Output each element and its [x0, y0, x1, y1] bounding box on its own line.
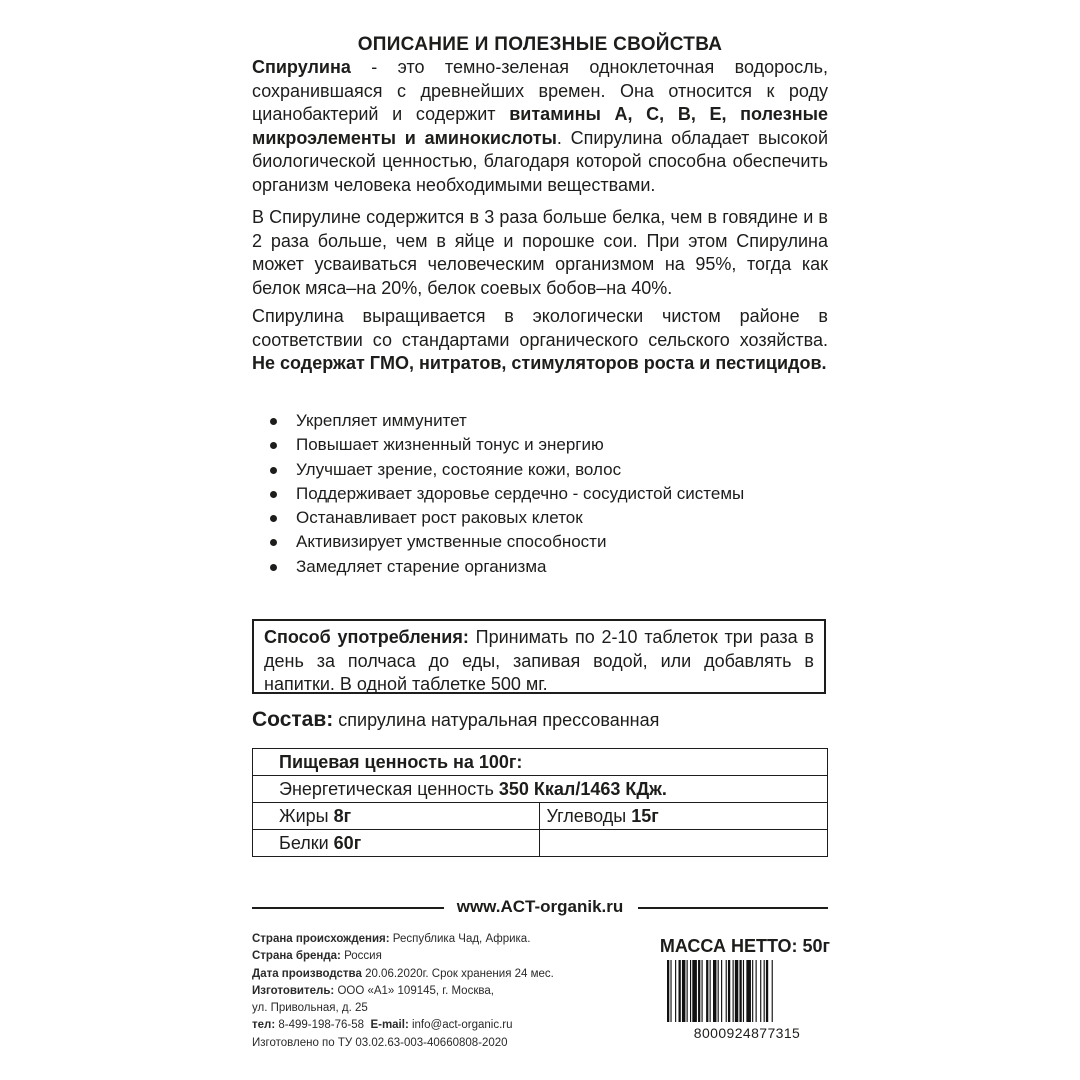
empty-cell: [540, 830, 828, 857]
fat-label: Жиры: [279, 805, 334, 826]
benefit-item: Поддерживает здоровье сердечно - сосудистой системы: [270, 482, 830, 506]
energy-cell: [253, 776, 828, 803]
barcode-bar: [728, 960, 730, 1022]
barcode-bar: [764, 960, 765, 1022]
brand-value: Россия: [340, 950, 382, 963]
nutrition-table: [252, 748, 828, 857]
barcode-bar: [766, 960, 768, 1022]
cultivation-paragraph: [252, 305, 828, 376]
composition-text: спирулина натуральная прессованная: [333, 710, 660, 730]
barcode-bar: [760, 960, 761, 1022]
page-title: ОПИСАНИЕ И ПОЛЕЗНЫЕ СВОЙСТВА: [357, 34, 723, 55]
barcode-bar: [667, 960, 669, 1022]
barcode-bar: [721, 960, 722, 1022]
benefit-item: Замедляет старение организма: [270, 555, 830, 579]
net-weight: МАССА НЕТТО: 50г: [659, 936, 830, 956]
barcode-bar: [772, 960, 773, 1022]
barcode-bar: [687, 960, 688, 1022]
barcode-bar: [679, 960, 681, 1022]
composition-label: Состав:: [252, 708, 334, 731]
benefit-item: Активизирует умственные способности: [270, 530, 830, 554]
benefits-list: [270, 409, 830, 579]
barcode-bar: [735, 960, 738, 1022]
maker-label: Изготовитель:: [252, 984, 335, 997]
carbs-label: Углеводы: [546, 805, 632, 826]
nutrition-header: Пищевая ценность на 100г:: [253, 749, 828, 776]
protein-paragraph: В Спирулине содержится в 3 раза больше белка, чем в говядине и в 2 раза больше, чем в яйце и порошке сои. При этом Спирулина может усваиваться человеческим организмом на 95%, тогда как белок мяса–на 20%, белок соевых бобов–на 40%.: [252, 207, 828, 298]
date-value: 20.06.2020г. Срок хранения 24 мес.: [361, 967, 554, 980]
protein-value: 60г: [333, 832, 362, 853]
barcode-bar: [746, 960, 751, 1022]
phone-value: 8-499-198-76-58: [275, 1019, 365, 1032]
usage-box: [252, 619, 826, 694]
brand-line: [252, 948, 632, 965]
barcode-bar: [706, 960, 708, 1022]
barcode-bar: [726, 960, 727, 1022]
phone-label: тел:: [252, 1019, 276, 1032]
nutrition-row: [253, 830, 828, 857]
protein-cell: [253, 830, 540, 857]
nutrition-energy-row: [253, 776, 828, 803]
barcode-bar: [710, 960, 711, 1022]
barcode-bar: [670, 960, 671, 1022]
barcode-bar: [733, 960, 734, 1022]
country-value: Республика Чад, Африка.: [389, 933, 531, 945]
carbs-cell: [540, 803, 828, 830]
carbs-value: 15г: [631, 805, 659, 826]
barcode-bar: [718, 960, 719, 1022]
email-value: info@act-organic.ru: [408, 1019, 513, 1032]
benefit-item: Улучшает зрение, состояние кожи, волос: [270, 458, 830, 482]
barcode-bar: [698, 960, 700, 1022]
brand-label: Страна бренда:: [252, 950, 341, 963]
no-gmo-bold: Не содержат ГМО, нитратов, стимуляторов роста и пестицидов.: [252, 353, 827, 374]
date-label: Дата производства: [252, 967, 362, 980]
description-paragraph: [252, 56, 828, 198]
benefit-item: Укрепляет иммунитет: [270, 409, 830, 433]
cultivation-text: Спирулина выращивается в экологически чистом районе в соответствии со стандартами органического сельского хозяйства.: [252, 306, 828, 350]
contact-line: [252, 1017, 632, 1034]
barcode-bar: [756, 960, 757, 1022]
tu-line: Изготовлено по ТУ 03.02.63-003-40660808-2020: [252, 1036, 508, 1049]
barcode-bar: [675, 960, 676, 1022]
spirulina-bold: Спирулина: [252, 57, 351, 77]
protein-label: Белки: [279, 832, 334, 853]
composition: [252, 708, 659, 732]
barcode-bar: [713, 960, 716, 1022]
barcode-bar: [743, 960, 744, 1022]
address-line: ул. Привольная, д. 25: [252, 1002, 368, 1015]
maker-line: [252, 983, 632, 1000]
barcode-bar: [690, 960, 691, 1022]
fat-value: 8г: [333, 805, 352, 826]
energy-value: 350 Ккал/1463 КДж.: [498, 778, 667, 799]
benefit-item: Повышает жизненный тонус и энергию: [270, 433, 830, 457]
barcode-bar: [682, 960, 685, 1022]
description-text-2: . Спирулина обладает высокой биологической ценностью, благодаря которой способна обеспечить организм человека необходимыми веществами.: [252, 127, 828, 195]
manufacturer-info: [252, 931, 632, 1052]
barcode-number: 8000924877315: [693, 1025, 801, 1041]
barcode-bar: [692, 960, 697, 1022]
country-label: Страна происхождения:: [252, 933, 390, 945]
origin-line: [252, 931, 632, 948]
description-text-1: - это темно-зеленая одноклеточная водоросль, сохранившаяся с древнейших времен. Она относится к роду цианобактерий и содержит: [252, 57, 828, 125]
date-line: [252, 966, 632, 983]
benefit-item: Останавливает рост раковых клеток: [270, 506, 830, 530]
website-row: [252, 893, 828, 921]
barcode-bar: [752, 960, 753, 1022]
maker-value: ООО «А1» 109145, г. Москва,: [334, 984, 494, 997]
nutrition-header-row: [253, 749, 828, 776]
usage-text: Принимать по 2-10 таблеток три раза в день за полчаса до еды, запивая водой, или добавлять в напитки. В одной таблетке 500 мг.: [264, 627, 814, 694]
fat-cell: [253, 803, 540, 830]
vitamins-bold: витамины А, С, В, Е, полезные микроэлементы и аминокислоты: [252, 104, 828, 148]
nutrition-row: [253, 803, 828, 830]
barcode-bar: [739, 960, 741, 1022]
energy-label: Энергетическая ценность: [279, 778, 499, 799]
email-label: E-mail:: [370, 1019, 409, 1032]
barcode-image: [666, 960, 828, 1022]
barcode-bar: [702, 960, 703, 1022]
website-link[interactable]: www.ACT-organik.ru: [451, 897, 630, 916]
usage-label: Способ употребления:: [264, 627, 469, 647]
